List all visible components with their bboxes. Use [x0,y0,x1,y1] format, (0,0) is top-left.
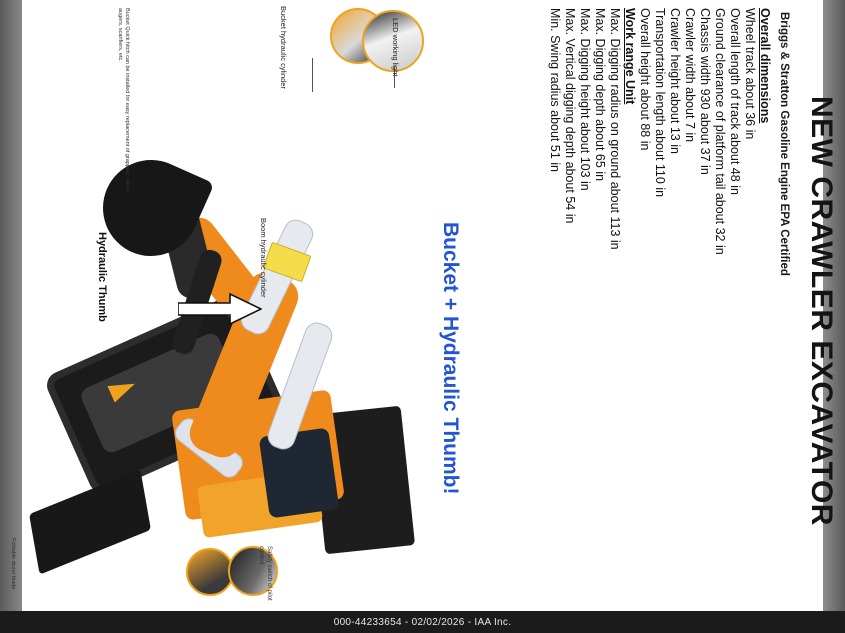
callout-quick-hitch [116,8,130,198]
page-title: NEW CRAWLER EXCAVATOR [805,96,838,526]
spec-line: Max. Digging height about 103 in [578,8,592,191]
spec-line: Overall length of track about 48 in [728,8,742,195]
page-subtitle: Briggs & Stratton Gasoline Engine EPA Certified [778,12,790,276]
callout-foldable-dozer-blade: Foldable dozer blade [10,538,16,590]
excavator-illustration [18,80,448,580]
callout-hydraulic-thumb: Hydraulic Thumb [96,232,108,322]
leader-line-bucket-cylinder [312,58,313,92]
callout-pilot-control-switch [257,546,272,604]
spec-line: Chassis width 930 about 37 in [698,8,712,175]
pointer-arrow-icon [178,292,262,326]
spec-line: Transportation length about 110 in [653,8,667,198]
promo-headline: Bucket + Hydraulic Thumb! [439,222,462,495]
callout-pilot-control-text: Safety switch of pilot control [258,546,272,601]
spec-line: Wheel track about 36 in [743,8,757,140]
spec-section-overall-dimensions-title: Overall dimensions [758,8,772,124]
footer-text: 000-44233654 - 02/02/2026 - IAA Inc. [333,616,512,628]
spec-line: Crawler width about 7 in [683,8,697,143]
spec-line: Ground clearance of platform tail about 32 in [713,8,727,255]
footer-bar [0,611,845,633]
spec-line: Max. Vertical digging depth about 54 in [563,8,577,224]
spec-section-work-range-title: Work range Unit [623,8,637,105]
spec-line: Crawler height about 13 in [668,8,682,154]
spec-line: Max. Digging radius on ground about 113 in [608,8,622,250]
spec-line: Max. Digging depth about 65 in [593,8,607,182]
inset-photo-pilot-switch-a [186,548,234,596]
callout-led-working-light: LED working light [391,18,400,77]
callout-bucket-hydraulic-cylinder: Bucket hydraulic cylinder [279,6,288,89]
callout-boom-hydraulic-cylinder: Boom hydraulic cylinder [259,218,268,298]
callout-quick-hitch-text: Bucket Quick hitch can be installed for easy replacement of grapples, rakes, augers, scarifiers, etc. [117,8,130,193]
spec-line: Overall height about 88 in [638,8,652,151]
spec-line: Min. Swing radius about 51 in [548,8,562,172]
